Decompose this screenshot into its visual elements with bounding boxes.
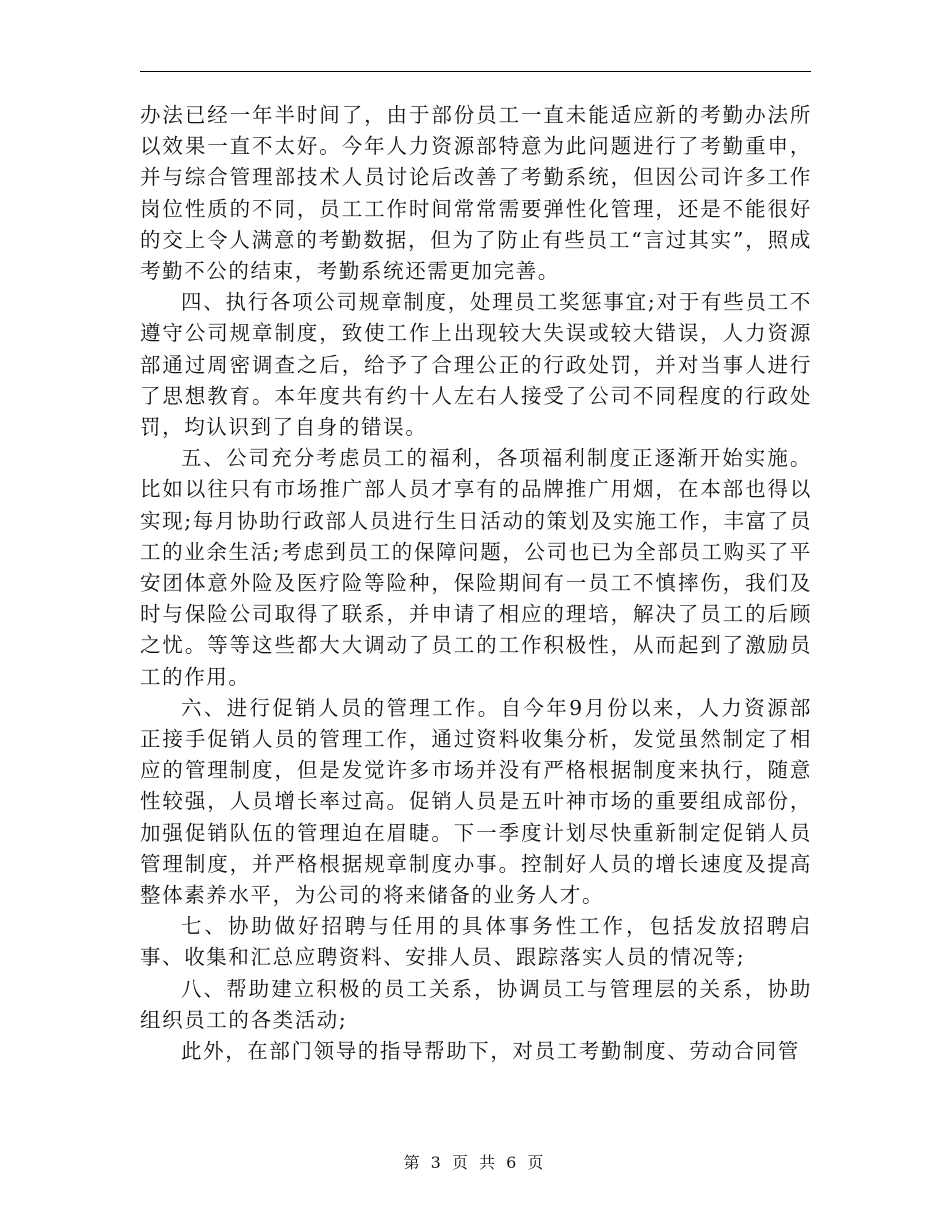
paragraph-item-7: 七、协助做好招聘与任用的具体事务性工作，包括发放招聘启事、收集和汇总应聘资料、安排人员、跟踪落实人员的情况等;	[140, 914, 812, 970]
paragraph-item-4: 四、执行各项公司规章制度，处理员工奖惩事宜;对于有些员工不遵守公司规章制度，致使工作上出现较大失误或较大错误，人力资源部通过周密调查之后，给予了合理公正的行政处罚，并对当事人进行了思想教育。本年度共有约十人左右人接受了公司不同程度的行政处罚，均认识到了自身的错误。	[140, 290, 812, 440]
paragraph-continuation: 办法已经一年半时间了，由于部份员工一直未能适应新的考勤办法所以效果一直不太好。今年人力资源部特意为此问题进行了考勤重申，并与综合管理部技术人员讨论后改善了考勤系统，但因公司许多工作岗位性质的不同，员工工作时间常常需要弹性化管理，还是不能很好的交上令人满意的考勤数据，但为了防止有些员工“言过其实”，照成考勤不公的结束，考勤系统还需更加完善。	[140, 103, 812, 284]
header-rule	[140, 71, 811, 72]
paragraph-item-5: 五、公司充分考虑员工的福利，各项福利制度正逐渐开始实施。比如以往只有市场推广部人员才享有的品牌推广用烟，在本部也得以实现;每月协助行政部人员进行生日活动的策划及实施工作，丰富了员工的业余生活;考虑到员工的保障问题，公司也已为全部员工购买了平安团体意外险及医疗险等险种，保险期间有一员工不慎摔伤，我们及时与保险公司取得了联系，并申请了相应的理培，解决了员工的后顾之忧。等等这些都大大调动了员工的工作积极性，从而起到了激励员工的作用。	[140, 446, 812, 689]
paragraph-item-8: 八、帮助建立积极的员工关系，协调员工与管理层的关系，协助组织员工的各类活动;	[140, 976, 812, 1032]
paragraph-item-6: 六、进行促销人员的管理工作。自今年9月份以来，人力资源部正接手促销人员的管理工作，通过资料收集分析，发觉虽然制定了相应的管理制度，但是发觉许多市场并没有严格根据制度来执行，随意性较强，人员增长率过高。促销人员是五叶神市场的重要组成部份，加强促销队伍的管理迫在眉睫。下一季度计划尽快重新制定促销人员管理制度，并严格根据规章制度办事。控制好人员的增长速度及提高整体素养水平，为公司的将来储备的业务人才。	[140, 695, 812, 908]
document-body	[140, 100, 812, 1067]
page-number: 第 3 页 共 6 页	[403, 1153, 547, 1172]
paragraph-additional: 此外，在部门领导的指导帮助下，对员工考勤制度、劳动合同管	[181, 1039, 800, 1064]
